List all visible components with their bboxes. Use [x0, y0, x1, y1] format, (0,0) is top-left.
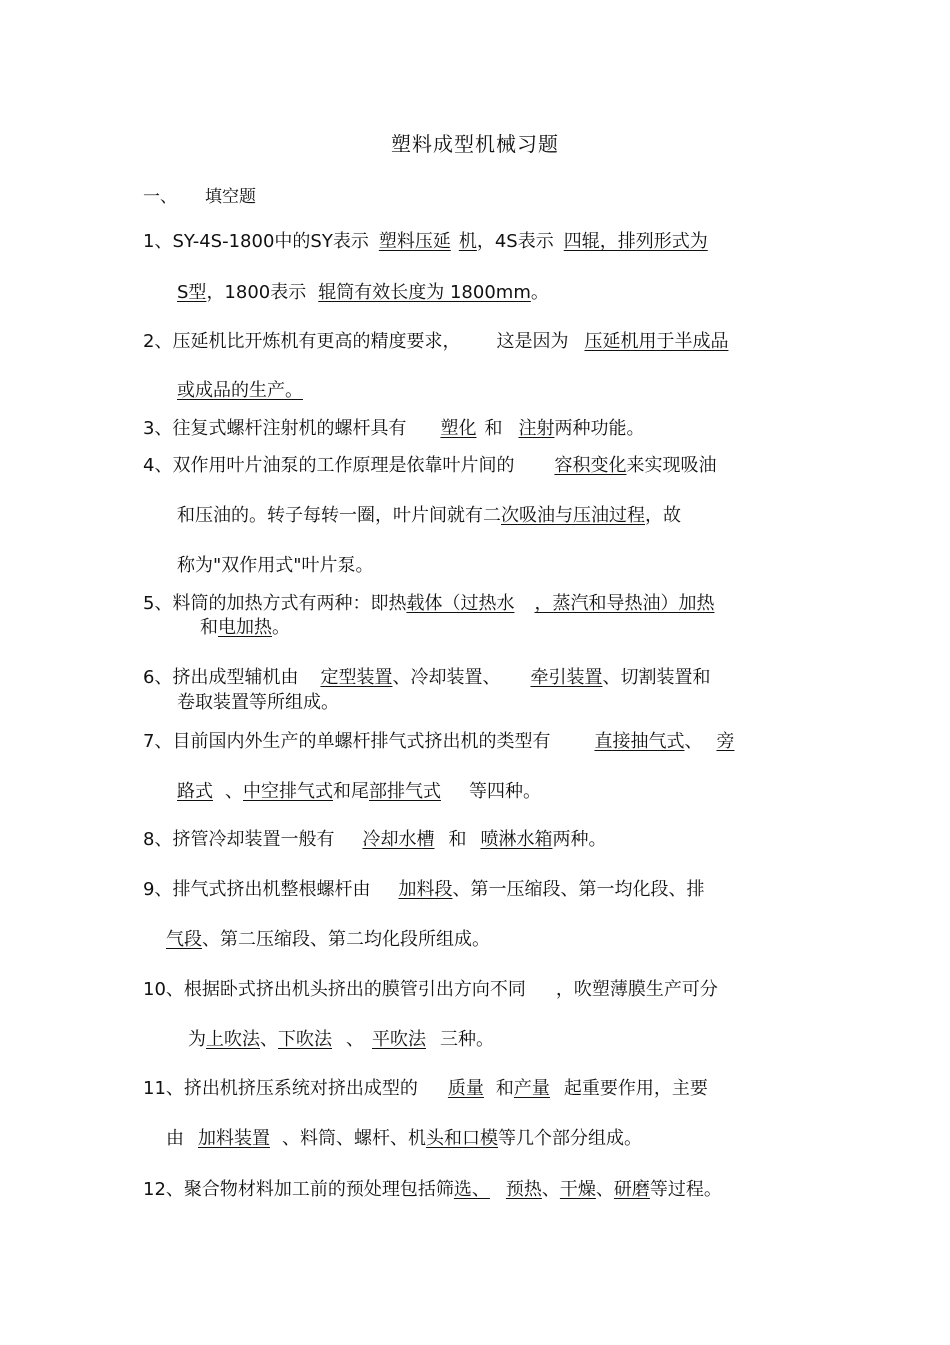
question-11-line-1: 11、挤出机挤压系统对挤出成型的 质量 和产量 起重要作用，主要	[143, 1078, 708, 1099]
answer-blank: 质量	[447, 1078, 484, 1099]
question-4-line-2: 和压油的。转子每转一圈，叶片间就有二次吸油与压油过程，故	[177, 505, 681, 526]
question-10-line-1: 10、根据卧式挤出机头挤出的膜管引出方向不同 ，吹塑薄膜生产可分	[143, 979, 718, 1000]
answer-blank: 产量	[513, 1078, 550, 1099]
question-11-line-2: 由 加料装置 、料筒、螺杆、机头和口模等几个部分组成。	[166, 1128, 642, 1149]
answer-blank: 加料段	[398, 879, 453, 900]
question-8: 8、挤管冷却装置一般有 冷却水槽 和 喷淋水箱两种。	[143, 829, 607, 850]
question-7-line-2: 路式 、中空排气式和尾部排气式 等四种。	[177, 781, 541, 802]
answer-blank: 冷却水槽	[362, 829, 435, 850]
section-label: 填空题	[205, 187, 256, 207]
answer-blank: 上吹法	[206, 1029, 260, 1050]
answer-blank: S型	[177, 282, 207, 303]
answer-blank: 注射	[518, 418, 555, 439]
answer-blank: 次吸油与压油过程	[501, 505, 645, 526]
answer-blank: 中空排气式	[243, 781, 333, 802]
answer-blank: 气段	[166, 929, 202, 950]
question-2-line-2	[177, 379, 303, 403]
section-number: 一、	[143, 187, 177, 207]
answer-blank: 头和口模	[426, 1128, 498, 1149]
answer-blank: 加料装置	[198, 1128, 270, 1149]
answer-blank: 干燥	[559, 1179, 596, 1200]
answer-blank: 机	[458, 231, 477, 252]
answer-blank: 塑化	[440, 418, 477, 439]
answer-blank: 研磨	[613, 1179, 650, 1200]
answer-blank: 喷淋水箱	[480, 829, 553, 850]
answer-blank: 预热	[505, 1179, 542, 1200]
question-4-line-3: 称为"双作用式"叶片泵。	[177, 555, 374, 576]
answer-blank: 载体（过热水	[406, 593, 515, 614]
answer-blank: 或成品的生产。	[177, 380, 303, 401]
question-9-line-1: 9、排气式挤出机整根螺杆由 加料段、第一压缩段、第一均化段、排	[143, 879, 705, 900]
answer-blank: 平吹法	[372, 1029, 426, 1050]
question-6-line-2: 卷取装置等所组成。	[177, 692, 339, 713]
question-1-line-1: 1、SY-4S-1800中的SY表示 塑料压延 机，4S表示 四辊，排列形式为	[143, 231, 708, 252]
answer-blank: 旁	[716, 731, 735, 752]
answer-blank: 辊筒有效长度为 1800mm	[318, 282, 531, 303]
question-9-line-2: 气段、第二压缩段、第二均化段所组成。	[166, 929, 490, 950]
answer-blank: 选、	[453, 1179, 490, 1200]
page-title: 塑料成型机械习题	[391, 132, 559, 156]
answer-blank: 路式	[177, 781, 213, 802]
question-10-line-2: 为上吹法、下吹法 、 平吹法 三种。	[188, 1029, 494, 1050]
answer-blank: 压延机用于半成品	[584, 331, 729, 352]
question-3: 3、往复式螺杆注射机的螺杆具有 塑化 和 注射两种功能。	[143, 418, 645, 439]
section-heading	[143, 182, 256, 207]
answer-blank: 容积变化	[554, 455, 627, 476]
answer-blank: 塑料压延	[378, 231, 451, 252]
answer-blank: 下吹法	[278, 1029, 332, 1050]
answer-blank: ，蒸汽和导热油）加热	[534, 593, 715, 614]
question-5-line-1: 5、料筒的加热方式有两种：即热载体（过热水 ，蒸汽和导热油）加热	[143, 593, 715, 614]
question-12: 12、聚合物材料加工前的预处理包括筛选、 预热、干燥、研磨等过程。	[143, 1179, 722, 1200]
answer-blank: 牵引装置	[530, 667, 603, 688]
answer-blank: 定型装置	[320, 667, 393, 688]
question-2-line-1: 2、压延机比开炼机有更高的精度要求， 这是因为 压延机用于半成品	[143, 331, 729, 352]
answer-blank: 部排气式	[369, 781, 441, 802]
question-6-line-1: 6、挤出成型辅机由 定型装置、冷却装置、 牵引装置、切割装置和	[143, 667, 711, 688]
question-4-line-1: 4、双作用叶片油泵的工作原理是依靠叶片间的 容积变化来实现吸油	[143, 455, 717, 476]
question-7-line-1: 7、目前国内外生产的单螺杆排气式挤出机的类型有 直接抽气式、 旁	[143, 731, 735, 752]
answer-blank: 电加热	[218, 617, 272, 638]
question-5-line-2: 和电加热。	[200, 617, 290, 638]
answer-blank: 四辊，排列形式为	[563, 231, 708, 252]
question-1-line-2: S型，1800表示 辊筒有效长度为 1800mm。	[177, 282, 549, 303]
answer-blank: 直接抽气式	[594, 731, 685, 752]
